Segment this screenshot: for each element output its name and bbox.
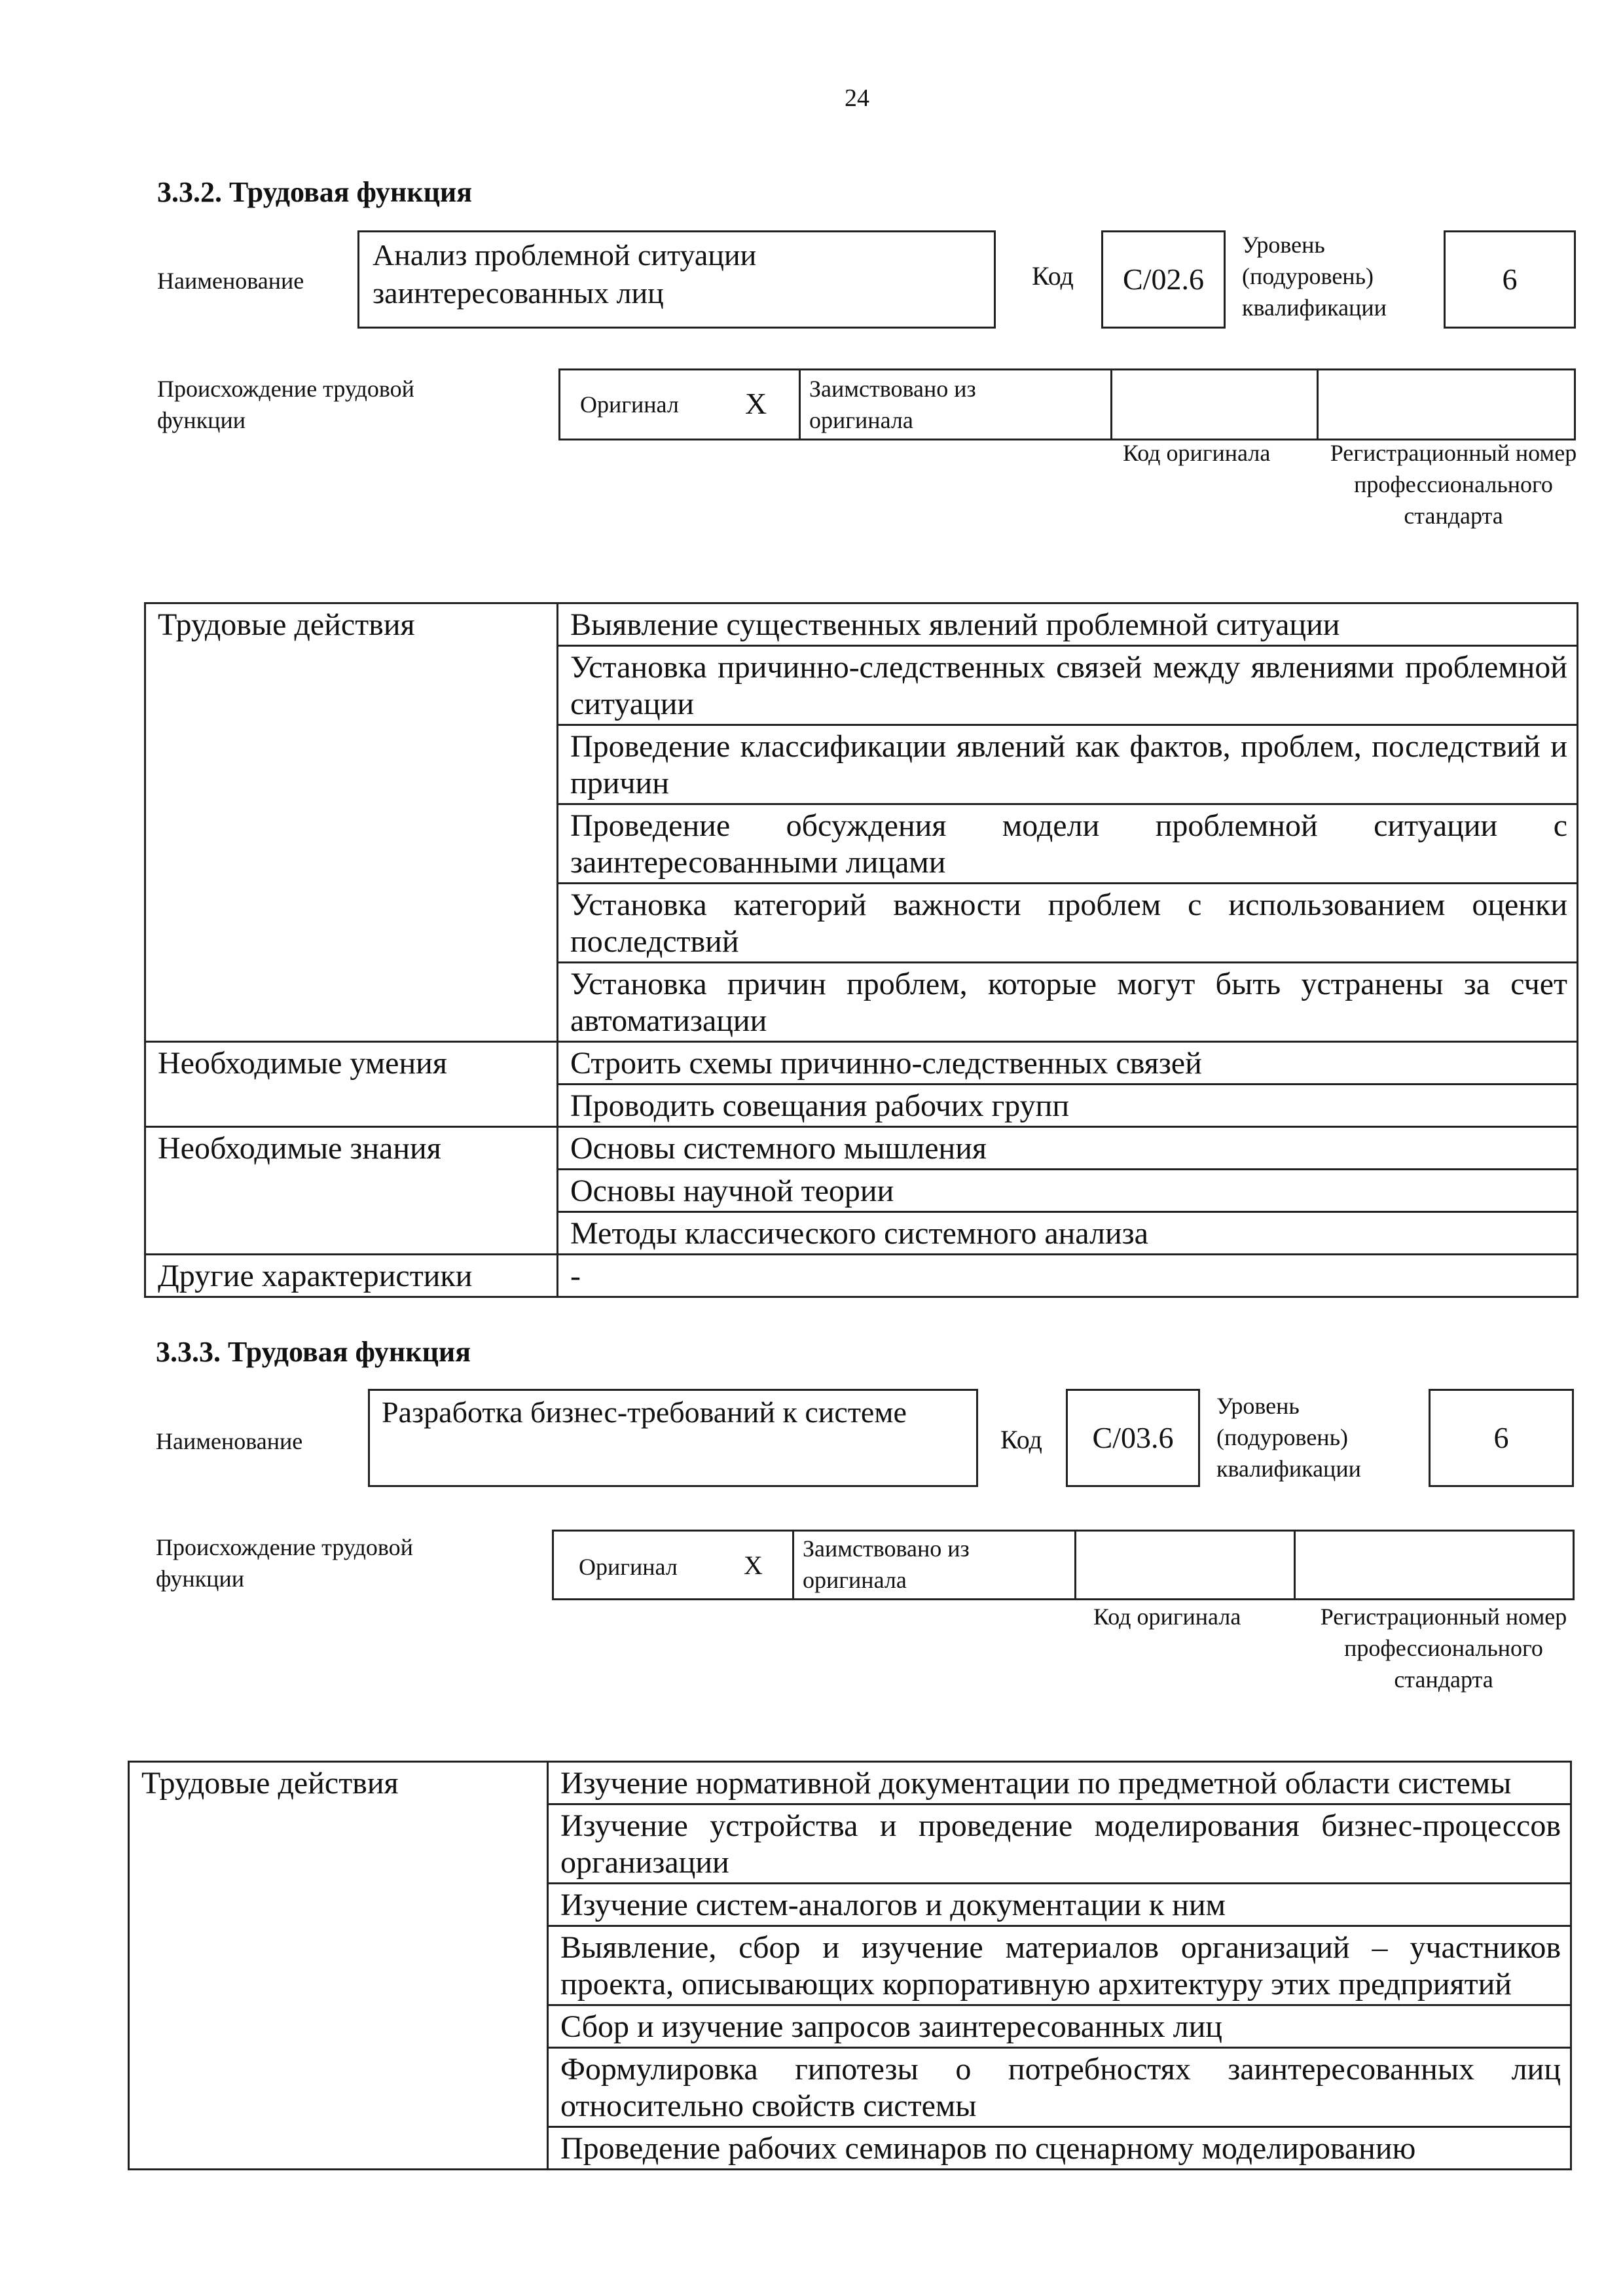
origin-label: Происхождение трудовой функции [156, 1534, 413, 1592]
code-value: C/03.6 [1092, 1421, 1174, 1454]
divider [799, 370, 801, 439]
table-cell: Проведение классификации явлений как фактов, проблем, последствий и причин [558, 725, 1578, 804]
function-name-box [368, 1389, 978, 1487]
level-value: 6 [1493, 1421, 1509, 1454]
table-cell: Выявление, сбор и изучение материалов организаций – участников проекта, описывающих корпоративную архитектуру этих предприятий [548, 1926, 1571, 2005]
table-cell: Сбор и изучение запросов заинтересованных лиц [548, 2005, 1571, 2048]
row-label: Необходимые знания [145, 1127, 558, 1255]
divider [1074, 1532, 1076, 1598]
code-original-label: Код оригинала [1093, 1604, 1241, 1630]
table-row [145, 1255, 1578, 1297]
function-details-table [128, 1761, 1572, 2170]
table-cell: Основы научной теории [558, 1170, 1578, 1212]
code-box [1066, 1389, 1200, 1487]
table-cell: Проведение рабочих семинаров по сценарному моделированию [548, 2127, 1571, 2170]
level-value: 6 [1502, 262, 1518, 296]
table-cell: Изучение систем-аналогов и документации к ним [548, 1884, 1571, 1926]
row-label: Другие характеристики [145, 1255, 558, 1297]
table-cell: Установка категорий важности проблем с использованием оценки последствий [558, 884, 1578, 963]
row-label: Трудовые действия [145, 603, 558, 1042]
reg-number-label: Регистрационный номер профессионального стандарта [1320, 1604, 1567, 1693]
borrowed-label: Заимствовано из оригинала [803, 1535, 970, 1593]
divider [1110, 370, 1112, 439]
level-label: Уровень (подуровень) квалификации [1216, 1393, 1361, 1482]
divider [1294, 1532, 1296, 1598]
borrowed-label: Заимствовано из оригинала [809, 376, 976, 433]
table-cell: Основы системного мышления [558, 1127, 1578, 1170]
table-cell: Выявление существенных явлений проблемной ситуации [558, 603, 1578, 646]
code-label: Код [1032, 261, 1074, 291]
table-row [145, 1042, 1578, 1085]
code-label: Код [1000, 1425, 1042, 1454]
page-number: 24 [845, 84, 869, 112]
table-cell: Строить схемы причинно-следственных связей [558, 1042, 1578, 1085]
table-cell: Изучение нормативной документации по предметной области системы [548, 1762, 1571, 1804]
table-cell: Установка причинно-следственных связей между явлениями проблемной ситуации [558, 646, 1578, 725]
original-label: Оригинал [580, 391, 679, 418]
function-name-box [357, 230, 996, 329]
name-label: Наименование [157, 268, 304, 294]
table-row [145, 1127, 1578, 1170]
section-heading: 3.3.3. Трудовая функция [156, 1336, 471, 1368]
table-row [145, 603, 1578, 646]
table-cell: Установка причин проблем, которые могут быть устранены за счет автоматизации [558, 963, 1578, 1042]
function-name-value: Анализ проблемной ситуации заинтересованных лиц [373, 238, 757, 310]
function-name-value: Разработка бизнес-требований к системе [382, 1395, 907, 1429]
row-label: Необходимые умения [145, 1042, 558, 1127]
section-heading: 3.3.2. Трудовая функция [157, 176, 473, 208]
table-row [129, 1762, 1571, 1804]
code-value: C/02.6 [1123, 262, 1204, 296]
table-cell: Проводить совещания рабочих групп [558, 1085, 1578, 1127]
name-label: Наименование [156, 1428, 303, 1454]
code-box [1101, 230, 1226, 329]
divider [1317, 370, 1319, 439]
origin-label: Происхождение трудовой функции [157, 376, 414, 433]
table-cell: - [558, 1255, 1578, 1297]
divider [792, 1532, 794, 1598]
code-original-label: Код оригинала [1123, 440, 1271, 466]
row-label: Трудовые действия [129, 1762, 548, 2170]
reg-number-label: Регистрационный номер профессионального стандарта [1330, 440, 1577, 529]
level-box [1444, 230, 1576, 329]
origin-table [552, 1530, 1575, 1600]
table-cell: Проведение обсуждения модели проблемной ситуации с заинтересованными лицами [558, 804, 1578, 884]
function-details-table [144, 602, 1578, 1298]
original-mark: X [745, 387, 767, 420]
level-box [1429, 1389, 1574, 1487]
level-label: Уровень (подуровень) квалификации [1242, 232, 1387, 321]
table-cell: Методы классического системного анализа [558, 1212, 1578, 1255]
origin-table [558, 368, 1576, 440]
table-cell: Изучение устройства и проведение моделирования бизнес-процессов организации [548, 1804, 1571, 1884]
original-mark: X [744, 1551, 763, 1580]
original-label: Оригинал [579, 1554, 678, 1580]
table-cell: Формулировка гипотезы о потребностях заинтересованных лиц относительно свойств системы [548, 2048, 1571, 2127]
